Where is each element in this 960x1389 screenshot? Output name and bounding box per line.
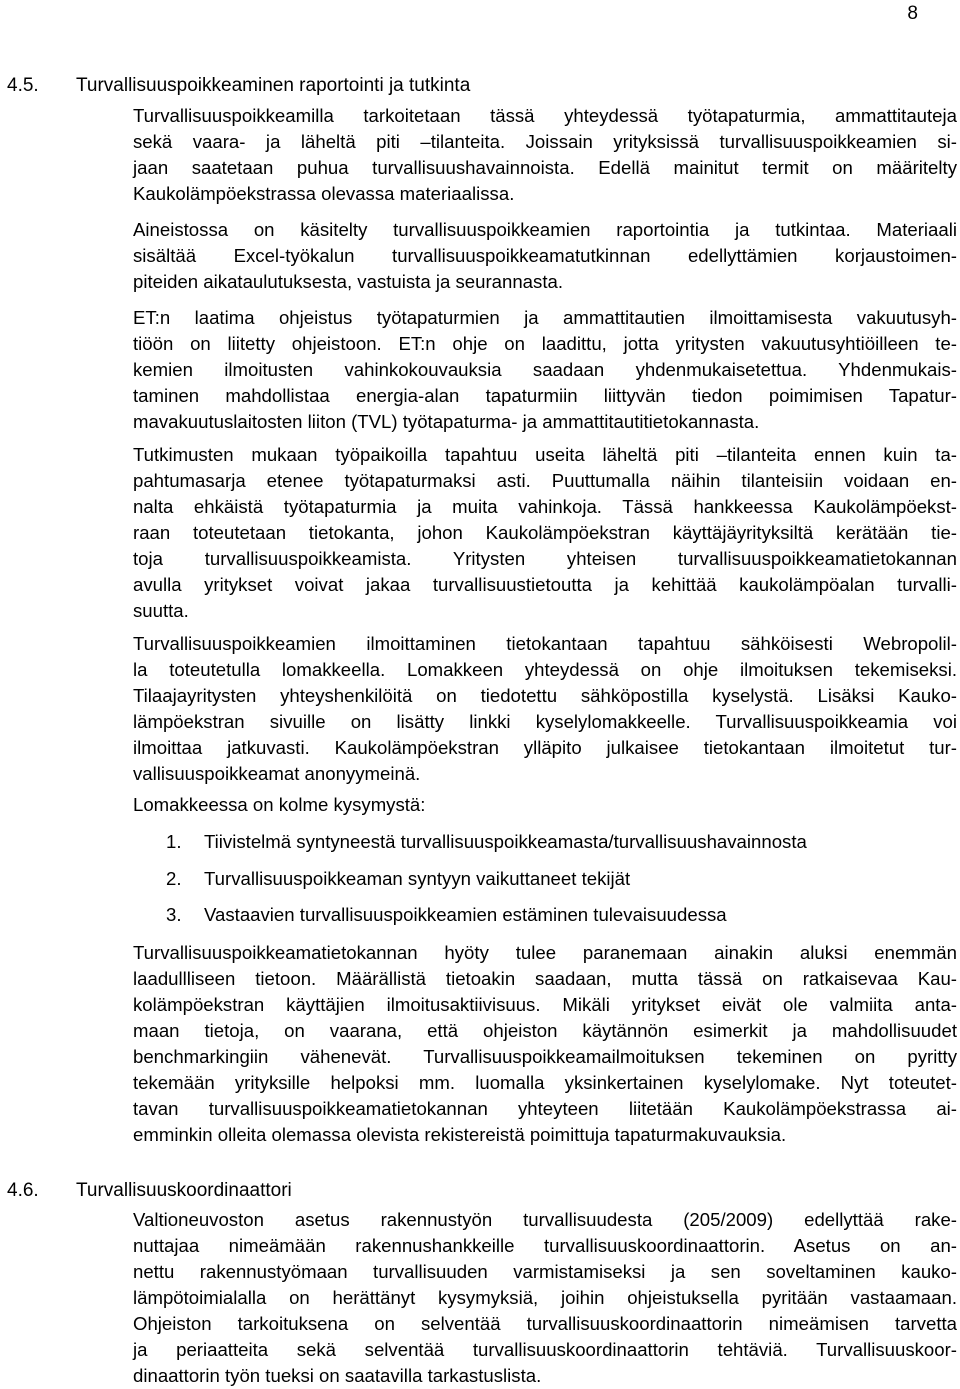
text-line: ilmoittaa jatkuvasti. Kaukolämpöekstran ylläpito julkaisee tietokantaan ilmoitetut tur-: [133, 737, 957, 758]
text-line: vallisuuspoikkeamat anonyymeinä.: [133, 763, 421, 784]
text-line: Turvallisuuspoikkeamatietokannan hyöty tulee paranemaan ainakin aluksi enemmän: [133, 942, 957, 963]
text-line: toja turvallisuuspoikkeamista. Yritysten yhteisen turvallisuuspoikkeamatietokannan: [133, 548, 957, 569]
text-line: Turvallisuuspoikkeamien ilmoittaminen tietokantaan tapahtuu sähköisesti Webropolil-: [133, 633, 957, 654]
paragraph: [133, 305, 957, 435]
text-line: jaan saatetaan puhua turvallisuushavainnoista. Edellä mainitut termit on määritelty: [133, 157, 957, 178]
paragraph: [133, 103, 957, 207]
text-line: raan toteutetaan tietokanta, johon Kaukolämpöekstran käyttäjäyrityksiltä kerätään tie-: [133, 522, 957, 543]
text-line: Turvallisuuspoikkeamilla tarkoitetaan tässä yhteydessä työtapaturmia, ammattitauteja: [133, 105, 957, 126]
paragraph: [133, 792, 957, 818]
section-number: 4.6.: [7, 1180, 39, 1201]
text-line: benchmarkingiin vähenevät. Turvallisuuspoikkeamailmoituksen tekeminen on pyritty: [133, 1046, 957, 1067]
list-item-number: 3.: [166, 904, 182, 925]
text-line: la toteutetulla lomakkeella. Lomakkeen yhteydessä on ohje ilmoituksen tekemiseksi.: [133, 659, 957, 680]
text-line: Tilaajayritysten yhteyshenkilöitä on tiedotettu sähköpostilla kyselystä. Lisäksi Kauko-: [133, 685, 957, 706]
text-line: maan tietoja, on vaarana, että ohjeiston käytännön esimerkit ja mahdollisuudet: [133, 1020, 957, 1041]
paragraph: [133, 217, 957, 295]
text-line: ja periaatteita sekä selventää turvallisuuskoordinaattorin tehtäviä. Turvallisuuskoor-: [133, 1339, 957, 1360]
text-line: tiöön on liitetty ohjeistoon. ET:n ohje on laadittu, jotta yritysten vakuutusyhtiöilleen te-: [133, 333, 957, 354]
text-line: tavan turvallisuuspoikkeamatietokannan yhteyteen liitetään Kaukolämpöekstrassa ai-: [133, 1098, 957, 1119]
text-line: mavakuutuslaitosten liiton (TVL) työtapaturma- ja ammattitautitietokannasta.: [133, 411, 760, 432]
section-heading-4-5: [7, 75, 470, 97]
text-line: avulla yritykset voivat jakaa turvallisuustietoutta ja kehittää kaukolämpöalan turvalli-: [133, 574, 957, 595]
text-line: Valtioneuvoston asetus rakennustyön turvallisuudesta (205/2009) edellyttää rake-: [133, 1209, 957, 1230]
section-heading-4-6: [7, 1180, 292, 1202]
text-line: Ohjeiston tarkoituksena on selventää turvallisuuskoordinaattorin nimeämisen tarvetta: [133, 1313, 957, 1334]
paragraph: [133, 1207, 957, 1389]
text-line: nettu rakennustyömaan turvallisuuden varmistamiseksi ja sen soveltaminen kauko-: [133, 1261, 957, 1282]
list-item-number: 1.: [166, 831, 182, 852]
text-line: Lomakkeessa on kolme kysymystä:: [133, 794, 426, 815]
section-title: Turvallisuuskoordinaattori: [76, 1180, 292, 1201]
text-line: kemien ilmoitusten vahinkokouvauksia saadaan yhdenmukaisetettua. Yhdenmukais-: [133, 359, 957, 380]
text-line: kolämpöekstran käyttäjien ilmoitusaktiivisuus. Mikäli yritykset eivät ole valmiita anta-: [133, 994, 957, 1015]
list-item-number: 2.: [166, 868, 182, 889]
paragraph: [133, 442, 957, 624]
text-line: piteiden aikataulutuksesta, vastuista ja seurannasta.: [133, 271, 563, 292]
text-line: dinaattorin työn tueksi on saatavilla tarkastuslista.: [133, 1365, 542, 1386]
list-item-text: Tiivistelmä syntyneestä turvallisuuspoikkeamasta/turvallisuushavainnosta: [204, 831, 807, 852]
section-title: Turvallisuuspoikkeaminen raportointi ja tutkinta: [76, 75, 471, 96]
text-line: nalta ehkäistä työtapaturmia ja muita vahinkoja. Tässä hankkeessa Kaukolämpöekst-: [133, 496, 957, 517]
text-line: lämpötoimialalla on herättänyt kysymyksiä, joihin ohjeistuksella pyritään vastaamaan.: [133, 1287, 957, 1308]
text-line: Tutkimusten mukaan työpaikoilla tapahtuu useita läheltä piti –tilanteita ennen kuin ta-: [133, 444, 957, 465]
text-line: sekä vaara- ja läheltä piti –tilanteita. Joissain yrityksissä turvallisuuspoikkeamien si-: [133, 131, 957, 152]
page-number: 8: [907, 3, 918, 24]
list-item-text: Turvallisuuspoikkeaman syntyyn vaikuttaneet tekijät: [204, 868, 631, 889]
section-number: 4.5.: [7, 75, 39, 96]
list-item: [166, 866, 630, 892]
text-line: sisältää Excel-työkalun turvallisuuspoikkeamatutkinnan edellyttämien korjaustoimen-: [133, 245, 957, 266]
text-line: Aineistossa on käsitelty turvallisuuspoikkeamien raportointia ja tutkintaa. Materiaali: [133, 219, 957, 240]
list-item-text: Vastaavien turvallisuuspoikkeamien estäminen tulevaisuudessa: [204, 904, 727, 925]
text-line: nuttajaa nimeämään rakennushankkeille turvallisuuskoordinaattorin. Asetus on an-: [133, 1235, 957, 1256]
text-line: taminen mahdollistaa energia-alan tapaturmiin liittyvän tiedon poimimisen Tapatur-: [133, 385, 957, 406]
text-line: ET:n laatima ohjeistus työtapaturmien ja ammattitautien ilmoittamisesta vakuutusyh-: [133, 307, 957, 328]
paragraph: [133, 940, 957, 1148]
list-item: [166, 902, 727, 928]
text-line: suutta.: [133, 600, 189, 621]
text-line: Kaukolämpöekstrassa olevassa materiaalissa.: [133, 183, 515, 204]
text-line: pahtumasarja etenee työtapaturmaksi asti. Puuttumalla näihin tilanteisiin voidaan en-: [133, 470, 957, 491]
text-line: lämpöekstran sivuille on lisätty linkki kyselylomakkeelle. Turvallisuuspoikkeamia voi: [133, 711, 957, 732]
text-line: emminkin olleita olemassa olevista rekistereistä poimittuja tapaturmakuvauksia.: [133, 1124, 787, 1145]
list-item: [166, 829, 807, 855]
text-line: tekemään yrityksille helpoksi mm. luomalla yksinkertainen kyselylomake. Nyt toteutet-: [133, 1072, 957, 1093]
text-line: laadullliseen tietoon. Määrällistä tietoakin saadaan, mutta tässä on ratkaisevaa Kau-: [133, 968, 957, 989]
paragraph: [133, 631, 957, 787]
